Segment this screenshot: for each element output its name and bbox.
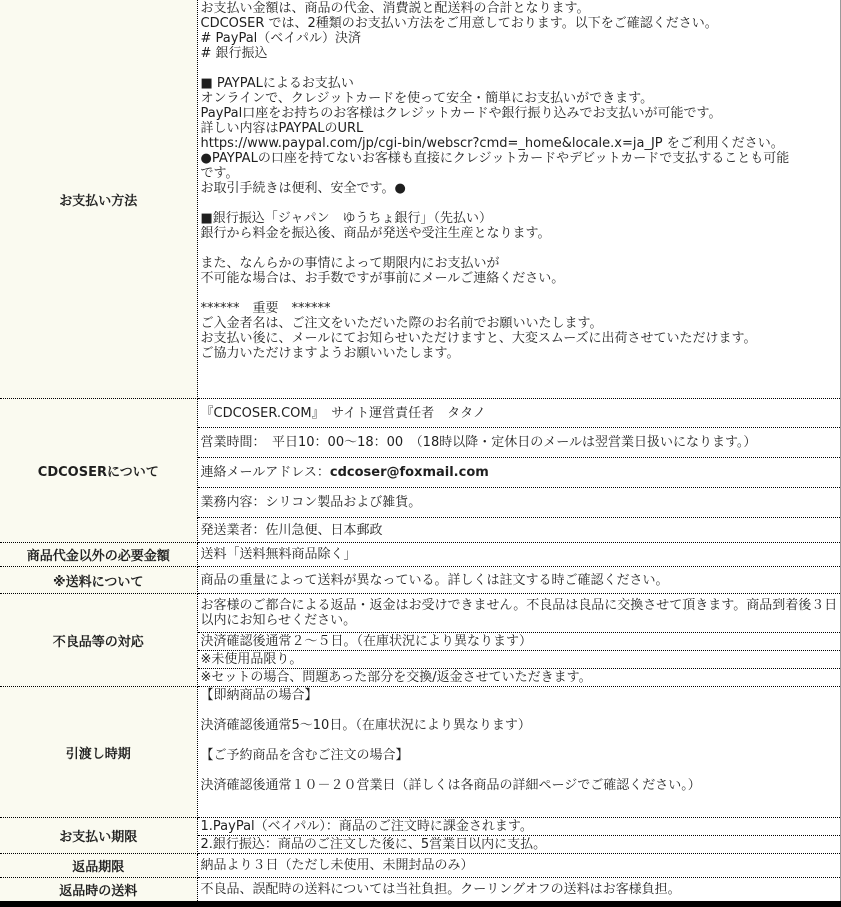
text-line: オンラインで、クレジットカードを使って安全・簡単にお支払いができます。 [200, 91, 654, 106]
table-row [0, 854, 841, 878]
text-line: CDCOSER では、2種類のお支払い方法をご用意しております。以下をご確認ください。 [200, 16, 718, 31]
section-content-payment-method [197, 0, 841, 399]
table-row [0, 0, 841, 399]
section-header-about-cdcoser: CDCOSERについて [0, 399, 197, 543]
text-line: 不良品、誤配時の送料については当社負担。クーリングオフの送料はお客様負担。 [200, 882, 681, 897]
text-line: 納品より３日（ただし未使用、未開封品のみ） [200, 858, 474, 873]
text-line: お支払い後に、メールにてお知らせいただけますと、大変スムーズに出荷させていただけます。 [200, 331, 757, 346]
table-row [0, 687, 841, 818]
text-line: です。 [200, 166, 239, 181]
section-header-payment-deadline: お支払い期限 [0, 818, 197, 854]
section-header-return-deadline: 返品期限 [0, 854, 197, 878]
text-line: # PayPal（ベイパル）決済 [200, 31, 362, 46]
text-line [201, 61, 839, 76]
text-line [201, 703, 839, 718]
section-content-defective-items-3 [197, 651, 841, 669]
text-line: 営業時間： 平日10：00～18：00 （18時以降・定休日のメールは翌営業日扱いになります。） [200, 435, 757, 450]
text-line: 銀行から料金を振込後、商品が発送や受注生産となります。 [200, 226, 551, 241]
text-line: 『CDCOSER.COM』 サイト運営責任者 タタノ [200, 405, 486, 421]
section-header-defective-items: 不良品等の対応 [0, 594, 197, 687]
text-line: ご入金者名は、ご注文をいただいた際のお名前でお願いいたします。 [200, 316, 603, 331]
text-line: 決済確認後通常5～10日。（在庫状況により異なります） [200, 718, 531, 733]
text-line: 決済確認後通常２～５日。（在庫状況により異なります） [200, 634, 533, 649]
section-content-about-cdcoser-1 [197, 399, 841, 428]
text-line: 業務内容：シリコン製品および雑貨。 [200, 495, 422, 510]
text-line [201, 465, 839, 480]
text-line: ●PAYPALの口座を持てないお客様も直接にクレジットカードやデビットカードで支払することも可能 [200, 151, 790, 166]
section-header-delivery-time: 引渡し時期 [0, 687, 197, 818]
table-row [0, 818, 841, 836]
text-line: # 銀行振込 [200, 46, 268, 61]
text-line: 発送業者：佐川急便、日本郵政 [200, 522, 383, 538]
section-content-payment-deadline-2 [197, 836, 841, 854]
text-line [201, 763, 839, 778]
text-line: 送料「送料無料商品除く」 [200, 547, 357, 562]
section-content-return-shipping-fee [197, 878, 841, 905]
text-line: 【ご予約商品を含むご注文の場合】 [200, 748, 409, 763]
section-header-about-shipping-fee: ※送料について [0, 567, 197, 594]
text-line: PayPal口座をお持ちのお客様はクレジットカードや銀行振り込みでお支払いが可能です。 [200, 106, 722, 121]
section-content-delivery-time [197, 687, 841, 818]
text-line: 決済確認後通常１０－２０営業日（詳しくは各商品の詳細ページでご確認ください。） [200, 778, 701, 793]
section-content-extra-fees [197, 543, 841, 567]
text-line [201, 286, 839, 301]
section-content-about-cdcoser-3 [197, 458, 841, 488]
text-line: お支払い金額は、商品の代金、消費説と配送料の合計となります。 [200, 1, 590, 16]
section-content-about-cdcoser-5 [197, 518, 841, 543]
text-line: 1.PayPal（ベイパル）：商品のご注文時に課金されます。 [200, 819, 533, 834]
text-line: 詳しい内容はPAYPALのURL [200, 121, 364, 136]
section-content-about-cdcoser-4 [197, 488, 841, 518]
text-line: お客様のご都合による返品・返金はお受けできません。不良品は良品に交換させて頂きます。商品到着後３日以内にお知らせください。 [200, 598, 838, 628]
section-content-defective-items-1 [197, 594, 841, 633]
section-header-extra-fees: 商品代金以外の必要金額 [0, 543, 197, 567]
text-line: 【即納商品の場合】 [200, 688, 318, 703]
text-line: 不可能な場合は、お手数ですが事前にメールご連絡ください。 [200, 271, 565, 286]
section-content-return-deadline [197, 854, 841, 878]
text-line [201, 733, 839, 748]
section-content-payment-deadline-1 [197, 818, 841, 836]
section-header-return-shipping-fee: 返品時の送料 [0, 878, 197, 905]
text-line: https://www.paypal.com/jp/cgi-bin/webscr?cmd=_home&locale.x=ja_JP をご利用ください。 [200, 136, 784, 151]
text-line: ご協力いただけますようお願いいたします。 [200, 346, 460, 361]
text-line: また、なんらかの事情によって期限内にお支払いが [200, 256, 500, 271]
section-content-about-shipping-fee [197, 567, 841, 594]
section-content-defective-items-2 [197, 633, 841, 651]
contact-email: cdcoser@foxmail.com [329, 465, 489, 480]
text-line: お取引手続きは便利、安全です。● [200, 181, 406, 196]
section-content-about-cdcoser-2 [197, 428, 841, 458]
text-segment: 連絡メールアドレス： [200, 465, 330, 480]
text-line [201, 196, 839, 211]
text-line: ■ PAYPALによるお支払い [200, 76, 354, 91]
section-content-defective-items-4 [197, 669, 841, 687]
table-row [0, 878, 841, 905]
table-row [0, 399, 841, 428]
text-line: ※未使用品限り。 [200, 652, 303, 667]
table-row [0, 543, 841, 567]
text-line: ■銀行振込「ジャパン ゆうちょ銀行」（先払い） [200, 211, 493, 226]
table-row [0, 594, 841, 633]
text-line: ****** 重要 ****** [200, 301, 331, 316]
text-line: ※セットの場合、問題あった部分を交換/返金させていただきます。 [200, 670, 592, 685]
section-header-payment-method: お支払い方法 [0, 0, 197, 399]
text-line: 商品の重量によって送料が異なっている。詳しくは註文する時ご確認ください。 [200, 572, 669, 588]
table-row [0, 567, 841, 594]
text-line: 2.銀行振込：商品のご注文した後に、5営業日以内に支払。 [200, 837, 547, 852]
text-line [201, 241, 839, 256]
